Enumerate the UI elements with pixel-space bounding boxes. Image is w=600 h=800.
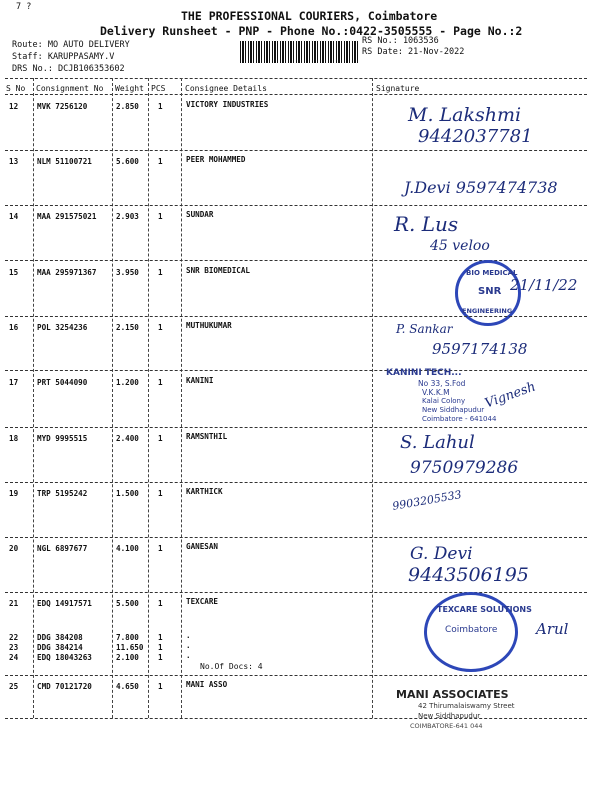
signature-phone: 9443506195 (408, 564, 529, 586)
seal-top-text: TEXCARE SOLUTIONS (437, 605, 532, 614)
col-consignee: Consignee Details (185, 84, 267, 93)
row-sno: 12 (9, 102, 19, 111)
row-divider (5, 316, 587, 317)
row-consignee: SUNDAR (186, 210, 214, 219)
row-consignee: GANESAN (186, 542, 219, 551)
row-weight: 7.800 (116, 633, 139, 642)
row-consignee: PEER MOHAMMED (186, 155, 246, 164)
col-pcs: PCS (151, 84, 166, 93)
row-sno: 25 (9, 682, 19, 691)
header-bottom-rule (5, 94, 587, 95)
row-consignment: MYD 9995515 (37, 434, 88, 443)
table-bottom-rule (5, 718, 587, 719)
signature-text: J.Devi 9597474738 (404, 178, 558, 197)
col-consignment: Consignment No (36, 84, 104, 93)
col-sno: S No (6, 84, 26, 93)
row-divider (5, 675, 587, 676)
signature-text: Arul (536, 620, 569, 638)
row-pcs: 1 (158, 268, 163, 277)
signature-text: R. Lus (394, 212, 459, 236)
row-consignee: MUTHUKUMAR (186, 321, 232, 330)
row-consignee: KARTHICK (186, 487, 223, 496)
row-divider (5, 537, 587, 538)
stamp-line: KANINI TECH... (386, 368, 462, 378)
row-weight: 2.400 (116, 434, 139, 443)
row-pcs: 1 (158, 544, 163, 553)
row-divider (5, 150, 587, 151)
stamp-line: No 33, S.Fod (418, 379, 466, 388)
row-consignment: EDQ 14917571 (37, 599, 92, 608)
row-pcs: 1 (158, 102, 163, 111)
stamp-line: New Siddhapudur (418, 712, 481, 720)
row-sno: 20 (9, 544, 19, 553)
row-consignee: SNR BIOMEDICAL (186, 266, 251, 275)
signature-phone: 9903205533 (391, 488, 463, 513)
signature-phone: 9442037781 (418, 126, 533, 147)
no-of-docs: No.Of Docs: 4 (200, 662, 263, 671)
row-sno: 17 (9, 378, 19, 387)
row-weight: 1.500 (116, 489, 139, 498)
mani-associates-stamp (396, 688, 556, 736)
row-weight: 11.650 (116, 643, 144, 652)
row-sno: 23 (9, 643, 19, 652)
row-divider (5, 592, 587, 593)
row-consignment: CMD 70121720 (37, 682, 92, 691)
row-consignment: EDQ 18043263 (37, 653, 92, 662)
seal-center-text: Coimbatore (445, 625, 498, 635)
seal-bottom-text: ENGINEERING (462, 307, 513, 315)
col-sep-5 (372, 78, 373, 718)
row-weight: 2.100 (116, 653, 139, 662)
signature-phone: 9750979286 (410, 458, 519, 478)
row-divider (5, 427, 587, 428)
stamp-line: MANI ASSOCIATES (396, 688, 509, 701)
row-sno: 19 (9, 489, 19, 498)
row-pcs: 1 (158, 633, 163, 642)
texcare-seal-stamp (424, 592, 532, 672)
row-consignee: MANI ASSO (186, 680, 228, 689)
kanini-address-stamp (386, 368, 556, 430)
row-pcs: 1 (158, 489, 163, 498)
row-consignment: NLM 51100721 (37, 157, 92, 166)
row-weight: 5.600 (116, 157, 139, 166)
signature-date: 21/11/22 (510, 276, 578, 294)
barcode (240, 41, 358, 63)
row-pcs: 1 (158, 378, 163, 387)
stamp-line: Coimbatore - 641044 (422, 415, 497, 423)
row-consignee: . (186, 641, 191, 650)
row-consignee: VICTORY INDUSTRIES (186, 100, 269, 109)
row-consignment: DDG 384214 (37, 643, 83, 652)
rs-date: RS Date: 21-Nov-2022 (362, 47, 465, 57)
stamp-line: 42 Thirumalaiswamy Street (418, 702, 515, 710)
row-consignee: . (186, 651, 191, 660)
runsheet-title: Delivery Runsheet - PNP - Phone No.:0422-3505555 - Page No.:2 (100, 24, 523, 38)
row-consignee: . (186, 631, 191, 640)
stamp-line: New Siddhapudur (422, 406, 485, 414)
row-divider (5, 482, 587, 483)
signature-phone: 9597174138 (432, 340, 528, 358)
row-weight: 1.200 (116, 378, 139, 387)
row-weight: 2.850 (116, 102, 139, 111)
col-signature: Signature (376, 84, 420, 93)
col-sep-3 (148, 78, 149, 718)
row-pcs: 1 (158, 643, 163, 652)
col-sep-4 (181, 78, 182, 718)
route-label: Route: MO AUTO DELIVERY (12, 40, 130, 50)
row-weight: 3.950 (116, 268, 139, 277)
row-consignment: POL 3254236 (37, 323, 88, 332)
row-sno: 16 (9, 323, 19, 332)
row-weight: 2.150 (116, 323, 139, 332)
stamp-line: COIMBATORE-641 044 (410, 722, 483, 730)
row-sno: 21 (9, 599, 19, 608)
seal-top-text: BIO MEDICAL (466, 269, 518, 277)
corner-mark: 7 ? (16, 2, 32, 12)
row-pcs: 1 (158, 212, 163, 221)
header-top-rule (5, 78, 587, 79)
company-title: THE PROFESSIONAL COURIERS, Coimbatore (181, 9, 438, 23)
row-pcs: 1 (158, 323, 163, 332)
row-divider (5, 260, 587, 261)
signature-text: G. Devi (410, 544, 473, 564)
signature-text: Vignesh (483, 379, 538, 412)
row-sno: 22 (9, 633, 19, 642)
row-pcs: 1 (158, 682, 163, 691)
row-pcs: 1 (158, 157, 163, 166)
row-consignment: TRP 5195242 (37, 489, 88, 498)
row-sno: 14 (9, 212, 19, 221)
row-pcs: 1 (158, 434, 163, 443)
drs-number: DRS No.: DCJB106353602 (12, 64, 125, 74)
col-weight: Weight (115, 84, 144, 93)
signature-text: P. Sankar (396, 322, 453, 336)
row-consignment: DDG 384208 (37, 633, 83, 642)
row-weight: 4.650 (116, 682, 139, 691)
signature-text: M. Lakshmi (408, 104, 522, 126)
row-weight: 2.903 (116, 212, 139, 221)
rs-number: RS No.: 1063536 (362, 36, 439, 46)
row-consignee: RAMSNTHIL (186, 432, 228, 441)
row-pcs: 1 (158, 599, 163, 608)
row-weight: 4.100 (116, 544, 139, 553)
row-consignee: TEXCARE (186, 597, 219, 606)
stamp-line: V.K.K.M (422, 388, 450, 397)
staff-label: Staff: KARUPPASAMY.V (12, 52, 115, 62)
col-sep-2 (112, 78, 113, 718)
row-sno: 18 (9, 434, 19, 443)
row-consignee: KANINI (186, 376, 214, 385)
signature-text: S. Lahul (400, 432, 475, 453)
seal-middle-text: SNR (478, 286, 502, 297)
row-consignment: PRT 5044090 (37, 378, 88, 387)
stamp-line: Kalai Colony (422, 397, 466, 405)
row-sno: 24 (9, 653, 19, 662)
row-pcs: 1 (158, 653, 163, 662)
col-sep-1 (33, 78, 34, 718)
row-divider (5, 205, 587, 206)
row-sno: 13 (9, 157, 19, 166)
row-consignment: MAA 291575021 (37, 212, 97, 221)
row-consignment: MAA 295971367 (37, 268, 97, 277)
signature-note: 45 veloo (430, 238, 490, 254)
row-consignment: MVK 7256120 (37, 102, 88, 111)
row-weight: 5.500 (116, 599, 139, 608)
row-sno: 15 (9, 268, 19, 277)
row-consignment: NGL 6897677 (37, 544, 88, 553)
